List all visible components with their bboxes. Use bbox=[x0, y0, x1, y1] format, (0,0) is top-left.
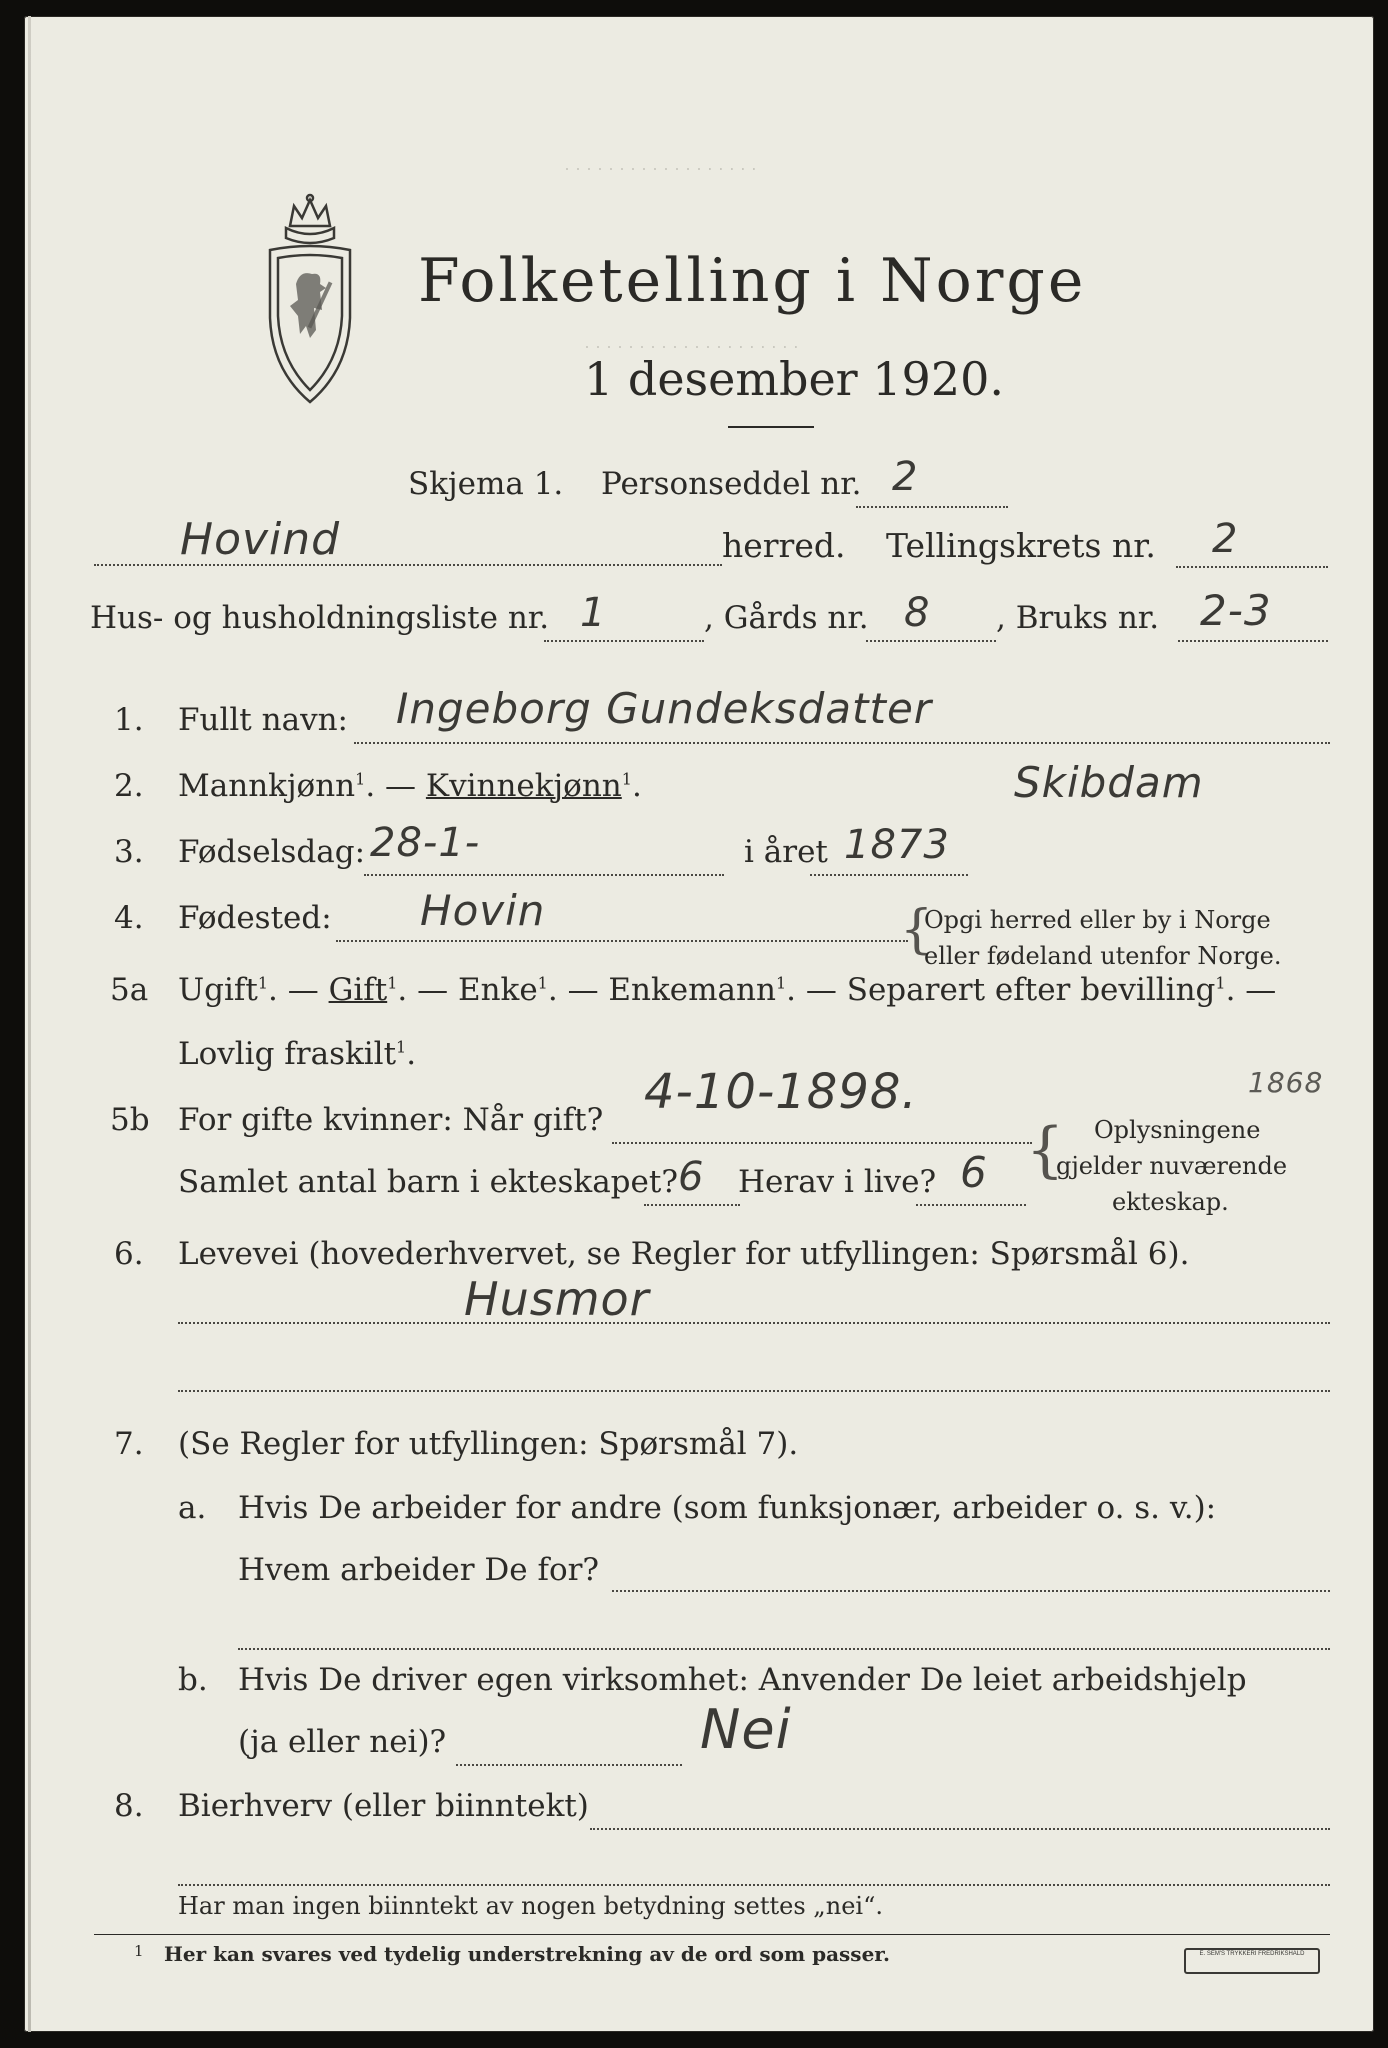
q5a-number: 5a bbox=[110, 972, 149, 1008]
q5a-enke-option[interactable]: Enke bbox=[457, 972, 538, 1008]
q5b-margin-note: 1868 bbox=[1248, 1066, 1324, 1099]
q4-note-1: Opgi herred eller by i Norge bbox=[924, 906, 1271, 934]
q5b-label-2: Samlet antal barn i ekteskapet? bbox=[178, 1164, 678, 1200]
gards-label: , Gårds nr. bbox=[704, 600, 869, 636]
q3-aaret-line bbox=[810, 874, 968, 876]
q4-line bbox=[336, 940, 908, 942]
tellingskrets-value[interactable]: 2 bbox=[1212, 516, 1239, 562]
q8-number: 8. bbox=[114, 1788, 144, 1824]
q7a-text-2: Hvem arbeider De for? bbox=[238, 1552, 600, 1588]
left-fold-edge bbox=[28, 16, 31, 2032]
q3-label: Fødselsdag: bbox=[178, 834, 366, 870]
q4-label: Fødested: bbox=[178, 900, 332, 936]
q5a-gift-option[interactable]: Gift bbox=[328, 972, 388, 1008]
q5b-note-2: gjelder nuværende bbox=[1056, 1152, 1288, 1180]
q5b-brace: { bbox=[1026, 1115, 1065, 1185]
q3-aaret-label: i året bbox=[744, 834, 828, 870]
q8-line-2 bbox=[178, 1884, 1330, 1886]
skjema-label: Skjema 1. bbox=[408, 466, 564, 502]
q7b-text-2: (ja eller nei)? bbox=[238, 1724, 447, 1760]
q2-female-option[interactable]: Kvinnekjønn bbox=[425, 768, 622, 804]
q1-value-surname[interactable]: Skibdam bbox=[1014, 758, 1204, 807]
gards-value[interactable]: 8 bbox=[904, 590, 931, 636]
hus-value[interactable]: 1 bbox=[580, 590, 607, 636]
q2-male-option[interactable]: Mannkjønn bbox=[178, 768, 356, 804]
q5a-line1: Ugift$^1$. — Gift$^1$. — Enke$^1$. — Enkemann$^1$. — Separert efter bevilling$^1$. — bbox=[178, 972, 1277, 1008]
q5b-when-value[interactable]: 4-10-1898. bbox=[644, 1064, 918, 1120]
q6-number: 6. bbox=[114, 1236, 144, 1272]
q5b-label-1: For gifte kvinner: Når gift? bbox=[178, 1102, 604, 1138]
coat-of-arms-icon bbox=[256, 188, 364, 408]
q4-note-2: eller fødeland utenfor Norge. bbox=[924, 942, 1282, 970]
q5b-when-line bbox=[612, 1142, 1032, 1144]
personseddel-label: Personseddel nr. bbox=[601, 466, 862, 502]
title-divider bbox=[728, 426, 814, 428]
q3-aaret-value[interactable]: 1873 bbox=[844, 822, 950, 868]
q7-label: (Se Regler for utfyllingen: Spørsmål 7). bbox=[178, 1426, 799, 1462]
q7a-line-2 bbox=[238, 1648, 1330, 1650]
tellingskrets-label: Tellingskrets nr. bbox=[886, 526, 1156, 565]
herred-value[interactable]: Hovind bbox=[180, 514, 341, 565]
q5b-alive-line bbox=[916, 1204, 1026, 1206]
q7b-value[interactable]: Nei bbox=[700, 1698, 792, 1761]
q5b-note-3: ekteskap. bbox=[1112, 1188, 1229, 1216]
q3-value[interactable]: 28-1- bbox=[370, 820, 481, 866]
q6-line-1 bbox=[178, 1322, 1330, 1324]
q5a-separert-option[interactable]: Separert efter bevilling bbox=[846, 972, 1216, 1008]
q4-brace: { bbox=[900, 900, 934, 960]
q4-number: 4. bbox=[114, 900, 144, 936]
q2-number: 2. bbox=[114, 768, 144, 804]
q3-number: 3. bbox=[114, 834, 144, 870]
q6-value[interactable]: Husmor bbox=[464, 1272, 650, 1326]
personseddel-line bbox=[856, 506, 1008, 508]
q5b-alive-value[interactable]: 6 bbox=[960, 1148, 988, 1197]
q2-line: Mannkjønn$^1$. — Kvinnekjønn$^1$. bbox=[178, 768, 642, 804]
q1-number: 1. bbox=[114, 702, 144, 738]
q5b-note-1: Oplysningene bbox=[1094, 1116, 1261, 1144]
personseddel-value[interactable]: 2 bbox=[892, 454, 919, 500]
footnote-text: Her kan svares ved tydelig understrekning av de ord som passer. bbox=[164, 1942, 890, 1966]
q7b-letter: b. bbox=[178, 1662, 208, 1698]
q1-label: Fullt navn: bbox=[178, 702, 348, 738]
bruks-value[interactable]: 2-3 bbox=[1200, 586, 1272, 635]
bleed-through-text: · · · · · · · · · · · · · · · · · · · · bbox=[584, 336, 799, 356]
bleed-through-text: · · · · · · · · · · · · · · · · · · bbox=[564, 158, 757, 178]
q6-line-2 bbox=[178, 1390, 1330, 1392]
q3-line bbox=[364, 874, 724, 876]
herred-label: herred. bbox=[722, 526, 846, 565]
census-date: 1 desember 1920. bbox=[584, 352, 1004, 406]
form-title: Folketelling i Norge bbox=[418, 246, 1087, 316]
bruks-line bbox=[1178, 640, 1328, 642]
census-form-sheet bbox=[24, 16, 1374, 2032]
hus-line bbox=[544, 640, 704, 642]
footnote-number: 1 bbox=[134, 1942, 144, 1960]
q5a-fraskilt-option[interactable]: Lovlig fraskilt bbox=[178, 1036, 397, 1072]
tellingskrets-line bbox=[1176, 566, 1328, 568]
q7b-text: Hvis De driver egen virksomhet: Anvender De leiet arbeidshjelp bbox=[238, 1662, 1247, 1698]
q6-label: Levevei (hovederhvervet, se Regler for utfyllingen: Spørsmål 6). bbox=[178, 1236, 1190, 1272]
q7a-letter: a. bbox=[178, 1490, 207, 1526]
q5a-ugift-option[interactable]: Ugift bbox=[178, 972, 258, 1008]
q7a-text: Hvis De arbeider for andre (som funksjonær, arbeider o. s. v.): bbox=[238, 1490, 1217, 1526]
biinntekt-note: Har man ingen biinntekt av nogen betydning settes „nei“. bbox=[178, 1892, 883, 1920]
q5b-children-line bbox=[644, 1204, 740, 1206]
q5b-label-3: Herav i live? bbox=[738, 1164, 937, 1200]
q7b-line bbox=[456, 1764, 682, 1766]
q8-line-1 bbox=[590, 1828, 1330, 1830]
q5a-line2: Lovlig fraskilt$^1$. bbox=[178, 1036, 417, 1072]
q7a-line-1 bbox=[612, 1590, 1330, 1592]
q5a-enkemann-option[interactable]: Enkemann bbox=[608, 972, 776, 1008]
hus-label: Hus- og husholdningsliste nr. bbox=[90, 600, 550, 636]
q4-value[interactable]: Hovin bbox=[420, 886, 546, 935]
bruks-label: , Bruks nr. bbox=[996, 600, 1160, 636]
q1-value[interactable]: Ingeborg Gundeksdatter bbox=[396, 684, 933, 733]
printer-mark: E. SEM'S TRYKKERI FREDRIKSHALD bbox=[1184, 1948, 1320, 1974]
gards-line bbox=[866, 640, 996, 642]
footnote-divider bbox=[94, 1934, 1330, 1935]
q5b-number: 5b bbox=[110, 1102, 150, 1138]
q7-number: 7. bbox=[114, 1426, 144, 1462]
q1-line bbox=[354, 742, 1330, 744]
q8-label: Bierhverv (eller biinntekt) bbox=[178, 1788, 589, 1824]
q5b-children-value[interactable]: 6 bbox=[678, 1154, 705, 1200]
